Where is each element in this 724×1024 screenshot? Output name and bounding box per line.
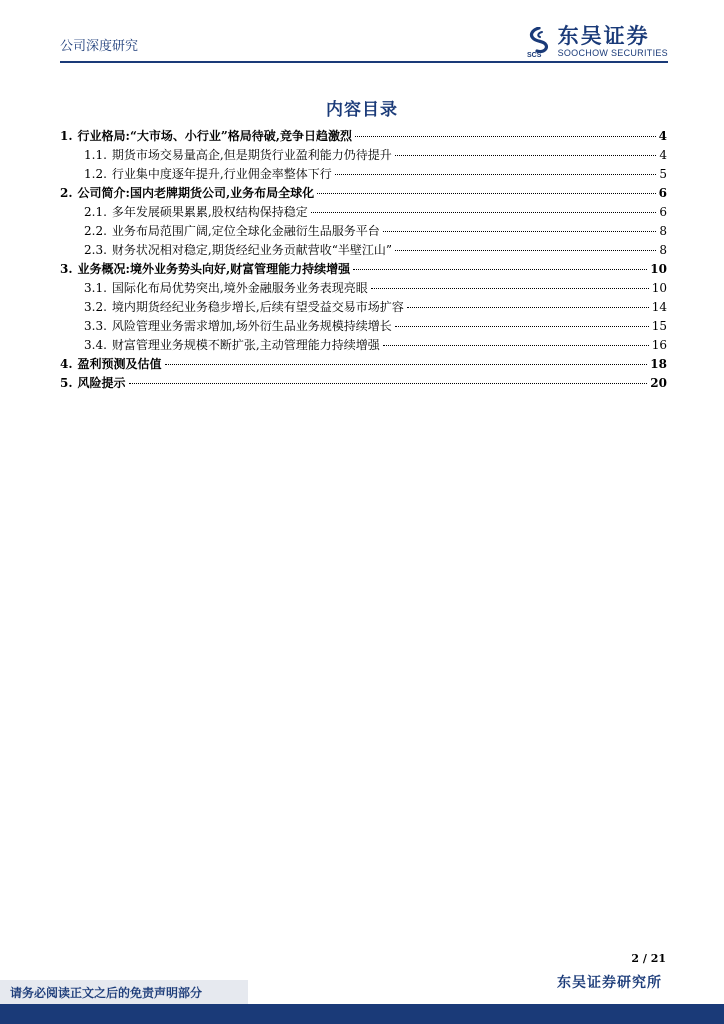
- toc-leader-dots: [311, 212, 657, 213]
- toc-entry[interactable]: [60, 355, 667, 374]
- toc-entry[interactable]: [60, 222, 667, 241]
- toc-entry[interactable]: [60, 279, 667, 298]
- toc-entry-number: 2.: [60, 186, 73, 200]
- footer-organization: 东吴证券研究所: [557, 975, 662, 991]
- toc-leader-dots: [383, 345, 649, 346]
- toc-entry-title: 国际化布局优势突出,境外金融服务业务表现亮眼: [111, 281, 368, 295]
- toc-entry-title: 财富管理业务规模不断扩张,主动管理能力持续增强: [111, 338, 380, 352]
- toc-leader-dots: [407, 307, 649, 308]
- toc-entry[interactable]: [60, 165, 667, 184]
- toc-entry-page: 4: [659, 148, 667, 162]
- toc-entry-page: 4: [658, 129, 667, 143]
- toc-entry-page: 10: [651, 281, 667, 295]
- toc-leader-dots: [395, 155, 657, 156]
- toc-entry-page: 5: [659, 167, 667, 181]
- toc-entry[interactable]: [60, 241, 667, 260]
- toc-entry-number: 2.1.: [84, 205, 107, 219]
- toc-entry-title: 业务布局范围广阔,定位全球化金融衍生品服务平台: [111, 224, 380, 238]
- toc-entry-page: 14: [651, 300, 667, 314]
- toc-entry-page: 16: [651, 338, 667, 352]
- logo-english-name: SOOCHOW SECURITIES: [557, 48, 668, 58]
- logo-chinese-name: 东吴证券: [557, 24, 650, 48]
- toc-entry-number: 4.: [60, 357, 73, 371]
- toc-entry[interactable]: [60, 317, 667, 336]
- toc-entry-title: 行业格局:“大市场、小行业”格局待破,竞争日趋激烈: [77, 129, 352, 143]
- toc-entry[interactable]: [60, 146, 667, 165]
- page-indicator: 2 / 21: [631, 952, 666, 965]
- toc-entry[interactable]: [60, 260, 667, 279]
- toc-entry-title: 多年发展硕果累累,股权结构保持稳定: [111, 205, 308, 219]
- toc-leader-dots: [353, 269, 647, 270]
- toc-entry-title: 公司简介:国内老牌期货公司,业务布局全球化: [77, 186, 315, 200]
- toc-leader-dots: [355, 136, 656, 137]
- toc-entry-page: 8: [659, 224, 667, 238]
- toc-entry[interactable]: [60, 336, 667, 355]
- toc-entry-title: 风险提示: [77, 376, 126, 390]
- toc-entry-title: 盈利预测及估值: [77, 357, 162, 371]
- toc-entry-number: 1.: [60, 129, 73, 143]
- toc-entry-number: 2.2.: [84, 224, 107, 238]
- toc-leader-dots: [165, 364, 648, 365]
- footer-bar: [0, 1004, 724, 1024]
- header-divider: [60, 61, 668, 63]
- toc-entry-page: 18: [650, 357, 667, 371]
- toc-entry-number: 5.: [60, 376, 73, 390]
- toc-entry-title: 境内期货经纪业务稳步增长,后续有望受益交易市场扩容: [111, 300, 404, 314]
- toc-entry-page: 8: [659, 243, 667, 257]
- toc-entry-number: 1.1.: [84, 148, 107, 162]
- toc-entry-title: 财务状况相对稳定,期货经纪业务贡献营收“半壁江山”: [111, 243, 392, 257]
- toc-entry-title: 业务概况:境外业务势头向好,财富管理能力持续增强: [77, 262, 351, 276]
- toc-leader-dots: [335, 174, 657, 175]
- toc-leader-dots: [383, 231, 657, 232]
- company-logo: [526, 26, 668, 58]
- toc-entry-page: 10: [650, 262, 667, 276]
- toc-entry-number: 2.3.: [84, 243, 107, 257]
- svg-text:SCS: SCS: [526, 52, 541, 57]
- toc-entry-page: 6: [658, 186, 667, 200]
- toc-entry-number: 3.2.: [84, 300, 107, 314]
- toc-entry[interactable]: [60, 184, 667, 203]
- toc-leader-dots: [371, 288, 649, 289]
- toc-entry-title: 期货市场交易量高企,但是期货行业盈利能力仍待提升: [111, 148, 392, 162]
- toc-entry-number: 3.1.: [84, 281, 107, 295]
- toc-entry-number: 3.: [60, 262, 73, 276]
- toc-leader-dots: [395, 250, 656, 251]
- toc-entry-number: 1.2.: [84, 167, 107, 181]
- toc-entry-page: 6: [659, 205, 667, 219]
- toc-entry-number: 3.3.: [84, 319, 107, 333]
- toc-entry-title: 行业集中度逐年提升,行业佣金率整体下行: [111, 167, 332, 181]
- soochow-logo-icon: [526, 27, 552, 57]
- toc-entry-page: 20: [650, 376, 667, 390]
- table-of-contents: [60, 127, 667, 393]
- toc-leader-dots: [395, 326, 649, 327]
- toc-entry-page: 15: [651, 319, 667, 333]
- toc-entry-number: 3.4.: [84, 338, 107, 352]
- toc-entry[interactable]: [60, 374, 667, 393]
- toc-title: 内容目录: [326, 100, 398, 120]
- toc-entry-title: 风险管理业务需求增加,场外衍生品业务规模持续增长: [111, 319, 392, 333]
- toc-entry[interactable]: [60, 203, 667, 222]
- disclaimer-notice: 请务必阅读正文之后的免责声明部分: [0, 980, 248, 1004]
- toc-leader-dots: [317, 193, 656, 194]
- toc-leader-dots: [129, 383, 648, 384]
- report-type-label: 公司深度研究: [60, 39, 139, 54]
- toc-entry[interactable]: [60, 298, 667, 317]
- toc-entry[interactable]: [60, 127, 667, 146]
